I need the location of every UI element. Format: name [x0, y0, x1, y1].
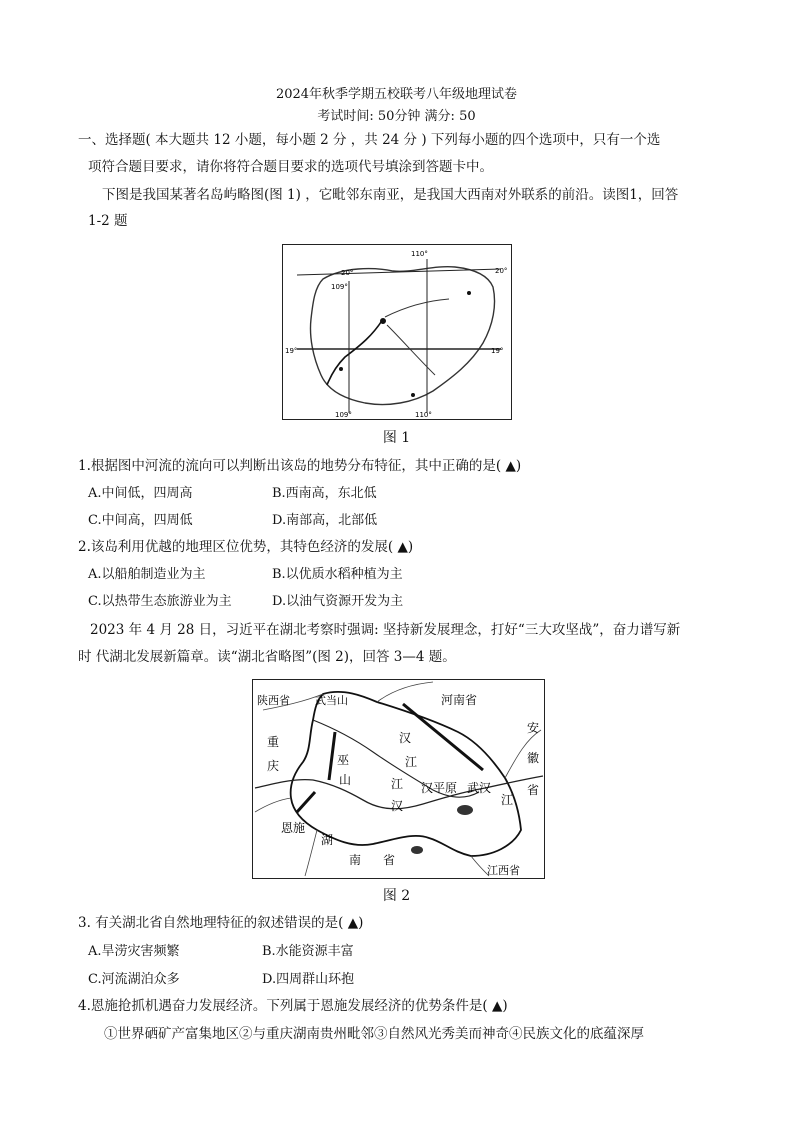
lake	[457, 805, 473, 815]
railway-segment	[297, 792, 315, 812]
q1-stem: 1.根据图中河流的流向可以判断出该岛的地势分布特征，其中正确的是( ▲)	[78, 458, 522, 474]
passage2-line1: 2023 年 4 月 28 日，习近平在湖北考察时强调: 坚持新发展理念，打好“三大攻坚战”，奋力谱写新	[90, 622, 681, 638]
railway-segment	[329, 732, 335, 780]
label-chong: 重	[267, 735, 280, 749]
label-lat-mid-right: 19°	[491, 347, 504, 355]
q3-option-d: D.四周群山环抱	[262, 972, 355, 987]
section-intro-line1: 一、选择题( 本大题共 12 小题，每小题 2 分 ，共 24 分 ) 下列每小题的四个选项中，只有一个选	[78, 132, 661, 148]
label-lat-top-left: 20°	[341, 269, 354, 277]
label-shaanxi: 陕西省	[257, 694, 290, 707]
label-lat-top-right: 20°	[495, 267, 508, 275]
q3-stem: 3. 有关湖北省自然地理特征的叙述错误的是( ▲)	[78, 915, 364, 931]
label-lon-bottom-right: 110°	[415, 411, 432, 419]
exam-title: 2024年秋季学期五校联考八年级地理试卷	[275, 87, 518, 102]
q3-option-a: A.旱涝灾害频繁	[88, 944, 180, 959]
label-hunan-3: 省	[383, 853, 396, 867]
passage2-line2: 时 代湖北发展新篇章。读“湖北省略图”(图 2)，回答 3—4 题。	[78, 649, 456, 665]
label-lon-left: 109°	[331, 283, 348, 291]
passage1-line1: 下图是我国某著名岛屿略图(图 1) ，它毗邻东南亚，是我国大西南对外联系的前沿。读图1，回答	[102, 187, 679, 203]
label-henan: 河南省	[441, 693, 478, 707]
q2-option-c: C.以热带生态旅游业为主	[88, 594, 232, 609]
river-north	[385, 299, 449, 317]
label-wudangshan: 武当山	[315, 694, 348, 707]
figure2-hubei-map	[252, 679, 545, 879]
lake	[411, 846, 423, 854]
q1-option-c: C.中间高，四周低	[88, 513, 193, 528]
q2-option-b: B.以优质水稻种植为主	[272, 567, 403, 582]
label-enshi: 恩施	[281, 821, 306, 835]
town-marker	[467, 291, 471, 295]
q2-stem: 2.该岛利用优越的地理区位优势，其特色经济的发展( ▲)	[78, 539, 414, 555]
label-hui: 徽	[527, 751, 540, 765]
lat-20-line	[297, 269, 501, 275]
label-sheng: 省	[527, 783, 540, 797]
label-jiangxi: 江西省	[487, 864, 520, 877]
label-han-left: 汉	[391, 799, 404, 813]
town-marker	[380, 318, 386, 324]
q2-option-d: D.以油气资源开发为主	[272, 594, 404, 609]
label-qing: 庆	[267, 759, 280, 773]
label-jiang-left: 江	[391, 777, 404, 791]
label-lat-mid-left: 19°	[285, 347, 298, 355]
label-plain: 汉平原	[421, 781, 458, 795]
border-line	[305, 830, 317, 876]
label-jiang1: 江	[405, 755, 418, 769]
label-jiang2: 江	[501, 793, 514, 807]
figure1-island-map	[282, 244, 512, 420]
border-line	[377, 682, 433, 702]
island-map-svg	[283, 245, 511, 419]
label-wuhan: 武汉	[467, 781, 492, 795]
q3-option-c: C.河流湖泊众多	[88, 972, 180, 987]
passage1-line2: 1-2 题	[88, 213, 128, 229]
label-shan: 山	[339, 773, 352, 787]
exam-subtitle: 考试时间: 50分钟 满分: 50	[317, 109, 476, 124]
town-marker	[339, 367, 343, 371]
q1-option-b: B.西南高，东北低	[272, 486, 377, 501]
label-lon-top: 110°	[411, 250, 428, 258]
figure2-caption: 图 2	[382, 888, 411, 904]
q1-option-d: D.南部高，北部低	[272, 513, 378, 528]
label-hunan-1: 湖	[321, 833, 334, 847]
label-han1: 汉	[399, 731, 412, 745]
q1-option-a: A.中间低，四周高	[88, 486, 193, 501]
q3-option-b: B.水能资源丰富	[262, 944, 354, 959]
label-wu: 巫	[337, 753, 350, 767]
hubei-map-svg	[253, 680, 544, 878]
label-an: 安	[527, 721, 540, 735]
q4-stem: 4.恩施抢抓机遇奋力发展经济。下列属于恩施发展经济的优势条件是( ▲)	[78, 998, 508, 1014]
border-line	[255, 798, 291, 812]
section-intro-line2: 项符合题目要求，请你将符合题目要求的选项代号填涂到答题卡中。	[88, 159, 493, 175]
label-hunan-2: 南	[349, 853, 362, 867]
river-east	[387, 325, 435, 375]
town-marker	[411, 393, 415, 397]
label-lon-bottom-left: 109°	[335, 411, 352, 419]
figure1-caption: 图 1	[382, 430, 411, 446]
q4-options-line: ①世界硒矿产富集地区②与重庆湖南贵州毗邻③自然风光秀美而神奇④民族文化的底蕴深厚	[104, 1026, 644, 1042]
q2-option-a: A.以船舶制造业为主	[88, 567, 206, 582]
river-west	[327, 319, 383, 385]
